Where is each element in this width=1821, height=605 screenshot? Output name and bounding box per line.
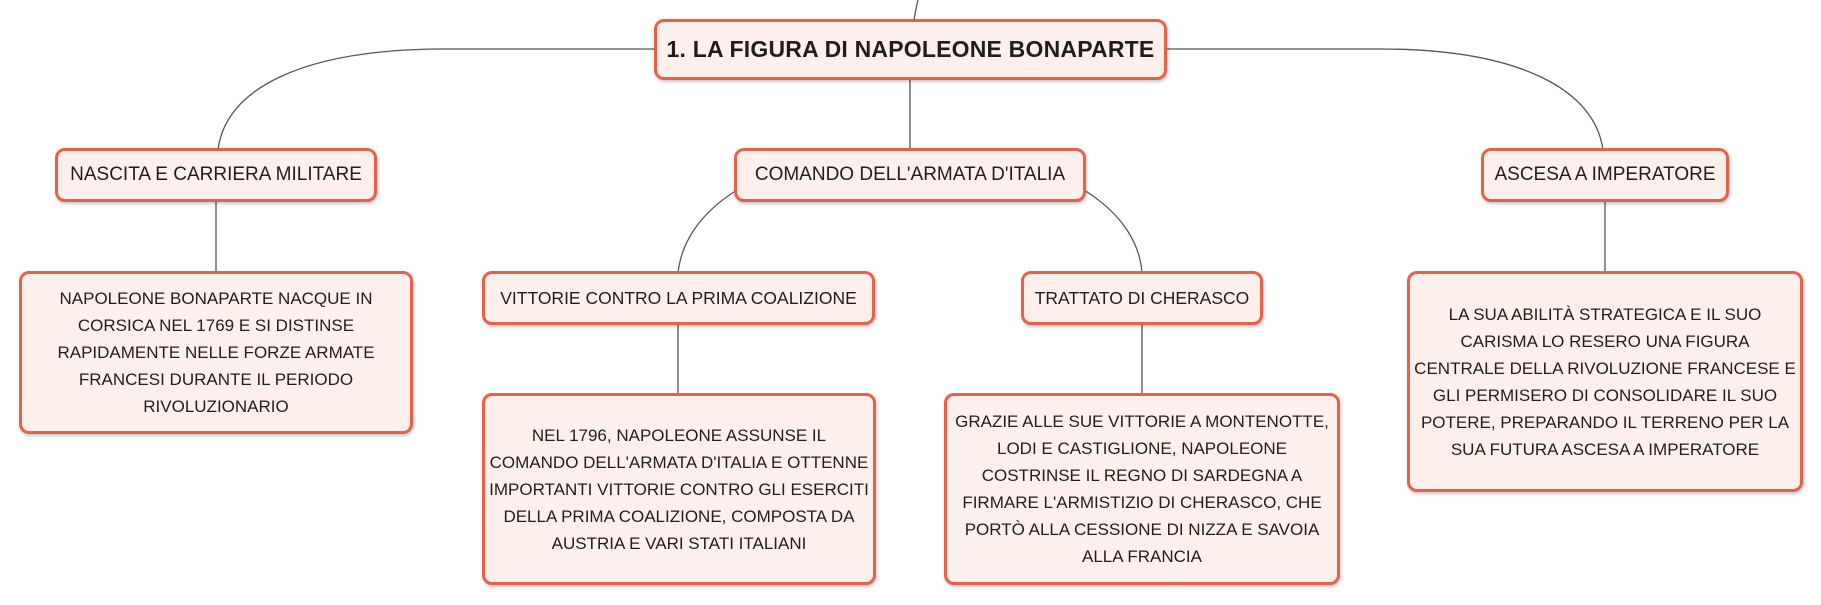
topic-nascita-carriera[interactable]: NASCITA E CARRIERA MILITARE — [55, 148, 377, 202]
connector-root-to-ascesa — [1167, 49, 1603, 150]
topic-ascesa-imperatore[interactable]: ASCESA A IMPERATORE — [1481, 148, 1729, 202]
detail-vittorie-prima-coalizione[interactable]: NEL 1796, NAPOLEONE ASSUNSE IL COMANDO DELL'ARMATA D'ITALIA E OTTENNE IMPORTANTI VITTORIE CONTRO GLI ESERCITI DELLA PRIMA COALIZIONE, COMPOSTA DA AUSTRIA E VARI STATI ITALIANI — [482, 393, 876, 585]
subtopic-trattato-cherasco[interactable]: TRATTATO DI CHERASCO — [1021, 271, 1263, 325]
detail-nascita-carriera[interactable]: NAPOLEONE BONAPARTE NACQUE IN CORSICA NEL 1769 E SI DISTINSE RAPIDAMENTE NELLE FORZE ARMATE FRANCESI DURANTE IL PERIODO RIVOLUZIONARIO — [19, 271, 413, 434]
topic-comando-armata[interactable]: COMANDO DELL'ARMATA D'ITALIA — [734, 148, 1086, 202]
connector-root-to-nascita — [218, 49, 656, 150]
detail-ascesa-imperatore[interactable]: LA SUA ABILITÀ STRATEGICA E IL SUO CARISMA LO RESERO UNA FIGURA CENTRALE DELLA RIVOLUZIONE FRANCESE E GLI PERMISERO DI CONSOLIDARE IL SUO POTERE, PREPARANDO IL TERRENO PER LA SUA FUTURA ASCESA A IMPERATORE — [1407, 271, 1803, 492]
detail-trattato-cherasco[interactable]: GRAZIE ALLE SUE VITTORIE A MONTENOTTE, LODI E CASTIGLIONE, NAPOLEONE COSTRINSE IL REGNO DI SARDEGNA A FIRMARE L'ARMISTIZIO DI CHERASCO, CHE PORTÒ ALLA CESSIONE DI NIZZA E SAVOIA ALLA FRANCIA — [944, 393, 1340, 585]
connector-comando-to-cherasco — [1084, 190, 1142, 273]
connector-comando-to-vittorie — [678, 190, 737, 273]
root-topic[interactable]: 1. LA FIGURA DI NAPOLEONE BONAPARTE — [654, 19, 1167, 80]
connector-parent-to-root — [914, 0, 918, 20]
subtopic-vittorie-prima-coalizione[interactable]: VITTORIE CONTRO LA PRIMA COALIZIONE — [482, 271, 875, 325]
